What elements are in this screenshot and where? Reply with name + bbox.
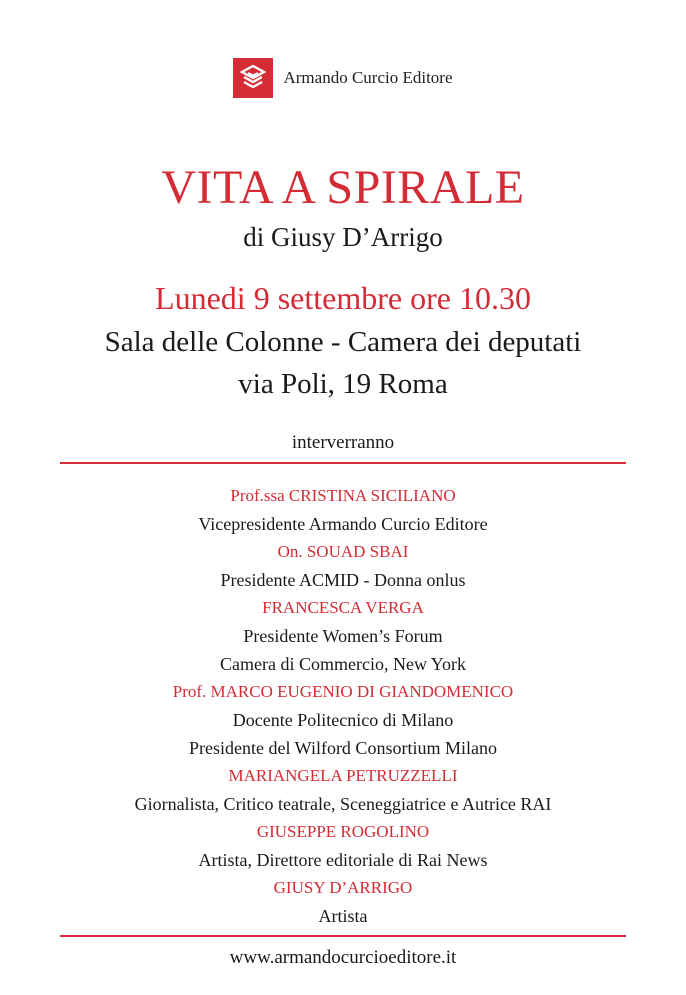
speaker-name: On. SOUAD SBAI xyxy=(277,542,409,561)
speaker-role: Artista xyxy=(318,906,368,926)
speakers-intro: interverranno xyxy=(291,432,395,453)
speaker-name: GIUSY D’ARRIGO xyxy=(273,878,413,897)
event-title: VITA A SPIRALE xyxy=(161,161,525,214)
event-venue: Sala delle Colonne - Camera dei deputati xyxy=(104,326,582,358)
bottom-divider xyxy=(60,935,626,937)
publisher-name: Armando Curcio Editore xyxy=(283,68,453,87)
speaker-name: Prof. MARCO EUGENIO DI GIANDOMENICO xyxy=(172,682,514,701)
publisher-header xyxy=(0,58,686,98)
speakers-list xyxy=(0,482,686,930)
speaker-role: Vicepresidente Armando Curcio Editore xyxy=(198,514,488,534)
speaker-name: MARIANGELA PETRUZZELLI xyxy=(228,766,458,785)
event-author: di Giusy D’Arrigo xyxy=(243,222,443,252)
speaker-name: Prof.ssa CRISTINA SICILIANO xyxy=(230,486,456,505)
speaker-role: Artista, Direttore editoriale di Rai News xyxy=(198,850,488,870)
speaker-role: Presidente Women’s Forum xyxy=(243,626,443,646)
speaker-role: Docente Politecnico di Milano xyxy=(232,710,454,730)
speaker-name: FRANCESCA VERGA xyxy=(262,598,424,617)
speaker-role: Presidente del Wilford Consortium Milano xyxy=(189,738,497,758)
website-link[interactable]: www.armandocurcioeditore.it xyxy=(229,947,457,968)
speaker-name: GIUSEPPE ROGOLINO xyxy=(256,822,430,841)
curcio-logo-icon xyxy=(233,58,273,98)
event-date: Lunedi 9 settembre ore 10.30 xyxy=(155,280,531,316)
top-divider xyxy=(60,462,626,464)
event-address: via Poli, 19 Roma xyxy=(238,368,448,400)
speaker-role: Camera di Commercio, New York xyxy=(220,654,466,674)
speaker-role: Presidente ACMID - Donna onlus xyxy=(220,570,466,590)
speaker-role: Giornalista, Critico teatrale, Sceneggiatrice e Autrice RAI xyxy=(134,794,552,814)
